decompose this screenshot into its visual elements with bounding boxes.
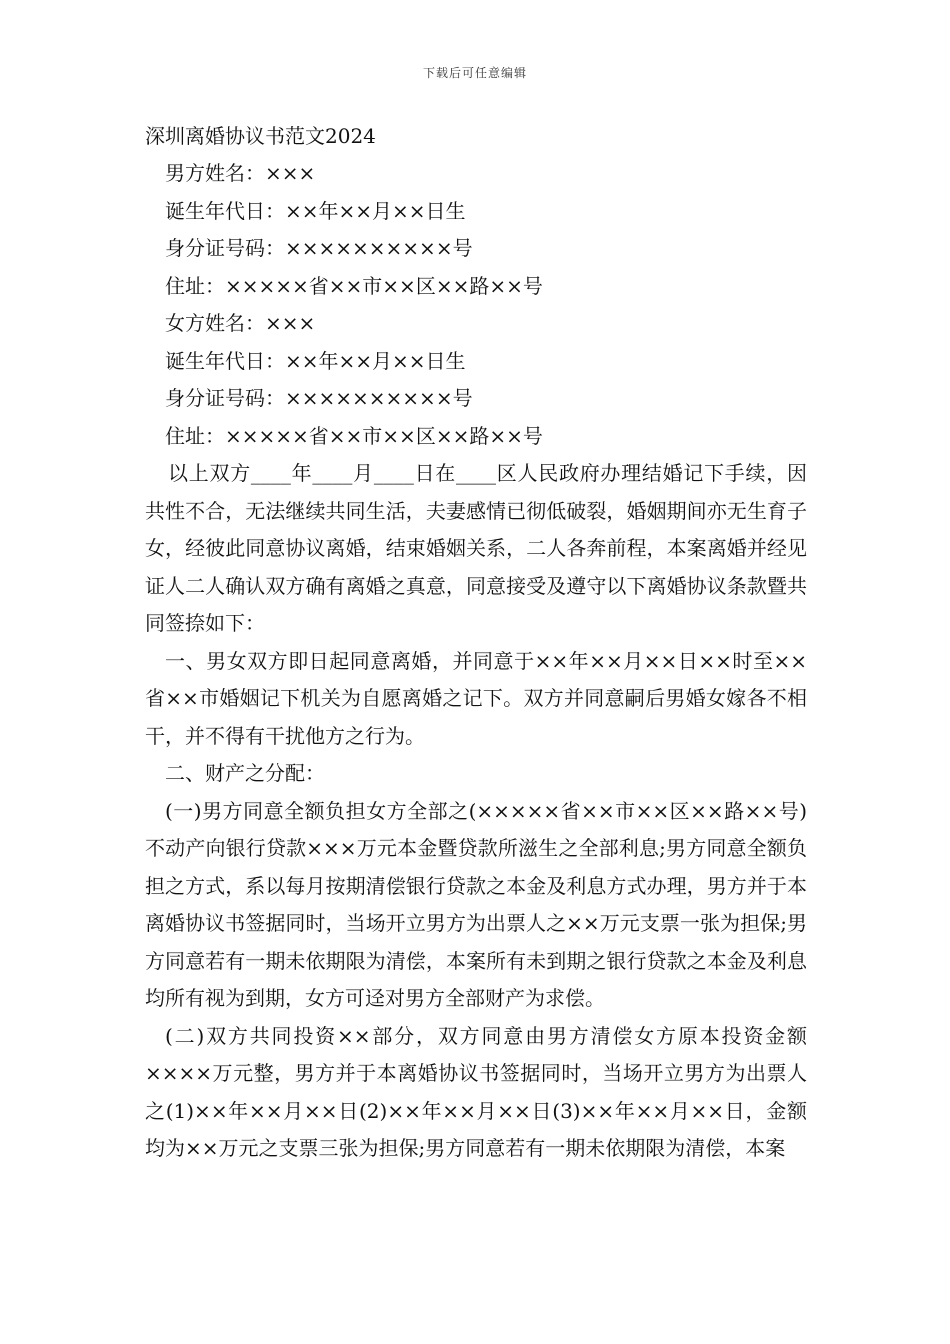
clause-two-heading: 二、财产之分配： <box>165 761 325 785</box>
male-address-field: 住址：×××××省××市××区××路××号 <box>165 273 543 298</box>
female-name-field: 女方姓名：××× <box>165 311 316 335</box>
female-address-field: 住址：×××××省××市××区××路××号 <box>165 423 543 448</box>
document-title: 深圳离婚协议书范文2024 <box>145 124 376 148</box>
document-body <box>145 118 807 1168</box>
female-birthdate-field: 诞生年代日：××年××月××日生 <box>165 348 466 373</box>
male-birthdate-field: 诞生年代日：××年××月××日生 <box>165 198 466 223</box>
intro-paragraph: 以上双方____年____月____日在____区人民政府办理结婚记下手续，因共性不合，无法继续共同生活，夫妻感情已彻低破裂，婚姻期间亦无生育子女，经彼此同意协议离婚，结束婚姻关系，二人各奔前程，本案离婚并经见证人二人确认双方确有离婚之真意，同意接受及遵守以下离婚协议条款暨共同签捺如下： <box>145 461 807 635</box>
clause-one-paragraph: 一、男女双方即日起同意离婚，并同意于××年××月××日××时至××省××市婚姻记下机关为自愿离婚之记下。双方并同意嗣后男婚女嫁各不相干，并不得有干扰他方之行为。 <box>145 648 807 748</box>
female-id-field: 身分证号码：××××××××××号 <box>165 386 473 410</box>
party-info <box>145 155 807 455</box>
clause-two-item-one: (一)男方同意全额负担女方全部之(×××××省××市××区××路××号)不动产向银行贷款×××万元本金暨贷款所滋生之全部利息;男方同意全额负担之方式，系以每月按期清偿银行贷款之本金及利息方式办理，男方并于本离婚协议书签据同时，当场开立男方为出票人之××万元支票一张为担保;男方同意若有一期未依期限为清偿，本案所有未到期之银行贷款之本金及利息均所有视为到期，女方可迳对男方全部财产为求偿。 <box>145 798 807 1010</box>
clause-two-item-two: (二)双方共同投资××部分，双方同意由男方清偿女方原本投资金额××××万元整，男方并于本离婚协议书签据同时，当场开立男方为出票人之(1)××年××月××日(2)××年××月××日(3)××年××月××日，金额均为××万元之支票三张为担保;男方同意若有一期未依期限为清偿，本案 <box>145 1023 807 1160</box>
male-name-field: 男方姓名：××× <box>165 161 316 185</box>
page-header-note: 下载后可任意编辑 <box>422 66 527 80</box>
male-id-field: 身分证号码：××××××××××号 <box>165 236 473 260</box>
